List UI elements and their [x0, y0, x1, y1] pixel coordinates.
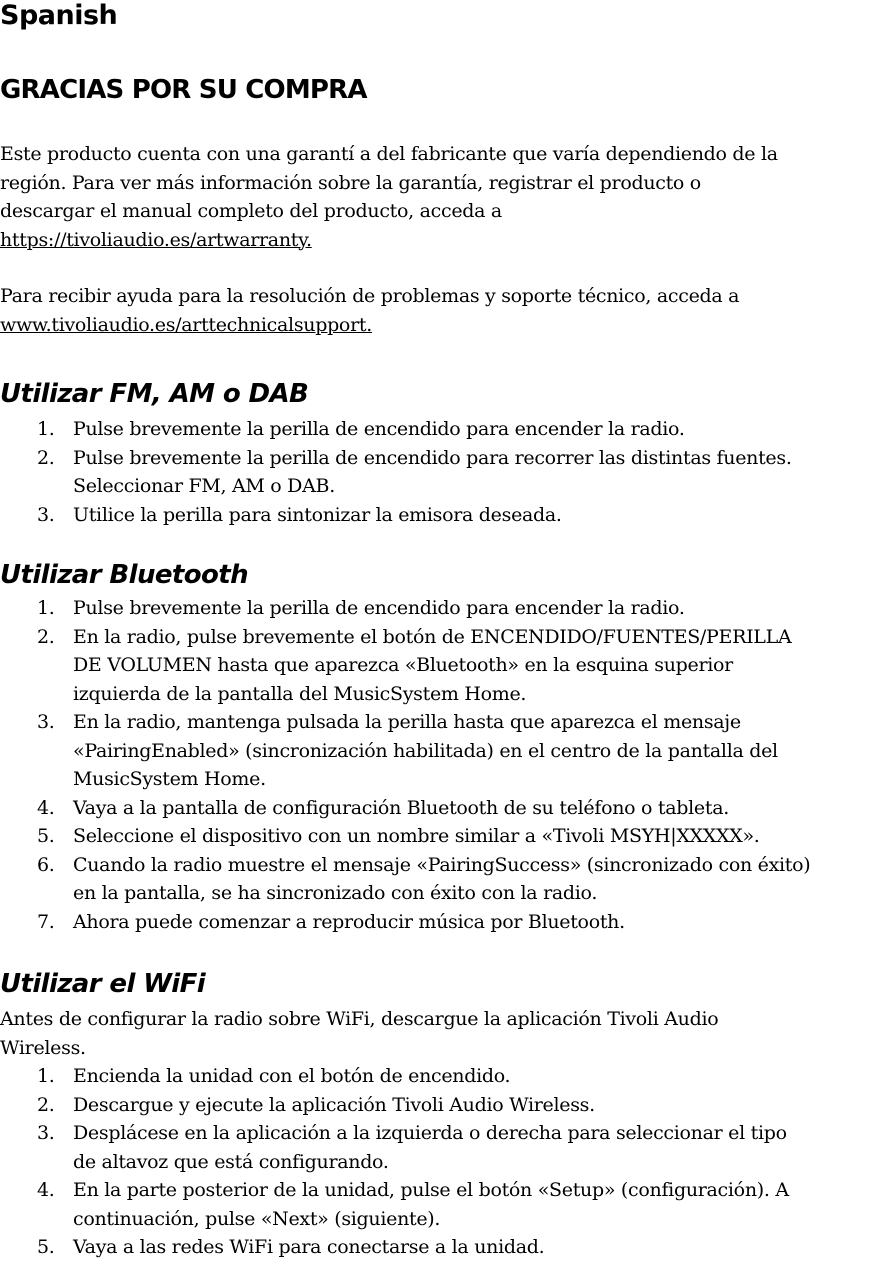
- step-text: Seleccione el dispositivo con un nombre similar a «Tivoli MSYH|XXXXX».: [73, 825, 760, 847]
- step-number: 1.: [37, 1065, 55, 1087]
- list-item: [0, 822, 890, 851]
- step-text: En la radio, pulse brevemente el botón de ENCENDIDO/FUENTES/PERILLA: [73, 625, 792, 648]
- step-text: en la pantalla, se ha sincronizado con éxito con la radio.: [73, 882, 598, 904]
- section-title-fm-am-dab: Utilizar FM, AM o DAB: [0, 379, 309, 409]
- list-item: [0, 415, 890, 444]
- list-item: [0, 1233, 890, 1262]
- step-text: Seleccionar FM, AM o DAB.: [73, 475, 335, 497]
- step-text: Pulse brevemente la perilla de encendido para encender la radio.: [73, 418, 685, 440]
- step-number: 2.: [37, 1093, 55, 1116]
- list-item: [0, 851, 890, 908]
- step-number: 1.: [37, 597, 55, 619]
- language-heading: Spanish: [0, 0, 118, 31]
- support-link[interactable]: www.tivoliaudio.es/arttechnicalsupport.: [0, 313, 372, 336]
- step-number: 2.: [37, 446, 55, 469]
- list-item: [0, 1176, 890, 1233]
- list-item: [0, 501, 890, 530]
- step-text: Vaya a la pantalla de configuración Bluetooth de su teléfono o tableta.: [73, 796, 729, 819]
- step-text: MusicSystem Home.: [73, 768, 266, 790]
- step-text: En la radio, mantenga pulsada la perilla hasta que aparezca el mensaje: [73, 711, 741, 733]
- fm-am-dab-steps: [0, 415, 890, 529]
- wifi-intro-paragraph: [0, 1005, 890, 1062]
- step-text: izquierda de la pantalla del MusicSystem Home.: [73, 682, 527, 705]
- list-item: [0, 1119, 890, 1176]
- step-text: de altavoz que está configurando.: [73, 1150, 389, 1173]
- wifi-steps: [0, 1062, 890, 1262]
- step-text: continuación, pulse «Next» (siguiente).: [73, 1207, 441, 1230]
- wifi-intro-line: Wireless.: [0, 1036, 86, 1059]
- list-item: [0, 444, 890, 501]
- warranty-line: región. Para ver más información sobre la garantía, registrar el producto o: [0, 171, 701, 194]
- step-number: 2.: [37, 625, 55, 648]
- list-item: [0, 1062, 890, 1091]
- step-number: 3.: [37, 1122, 55, 1144]
- step-text: Utilice la perilla para sintonizar la emisora deseada.: [73, 503, 562, 526]
- step-number: 4.: [37, 796, 55, 819]
- list-item: [0, 623, 890, 709]
- list-item: [0, 1091, 890, 1120]
- bluetooth-steps: [0, 594, 890, 936]
- list-item: [0, 708, 890, 794]
- step-number: 6.: [37, 853, 55, 876]
- step-text: Encienda la unidad con el botón de encendido.: [73, 1065, 511, 1087]
- step-text: «PairingEnabled» (sincronización habilitada) en el centro de la pantalla del: [73, 739, 778, 762]
- step-text: Descargue y ejecute la aplicación Tivoli Audio Wireless.: [73, 1093, 595, 1116]
- step-number: 1.: [37, 418, 55, 440]
- step-text: En la parte posterior de la unidad, pulse el botón «Setup» (configuración). A: [73, 1179, 789, 1201]
- warranty-line: descargar el manual completo del producto, acceda a: [0, 200, 502, 222]
- support-paragraph: [0, 282, 890, 339]
- step-text: Pulse brevemente la perilla de encendido para recorrer las distintas fuentes.: [73, 446, 792, 469]
- warranty-line: Este producto cuenta con una garantí a del fabricante que varía dependiendo de la: [0, 143, 778, 165]
- wifi-intro-line: Antes de configurar la radio sobre WiFi, descargue la aplicación Tivoli Audio: [0, 1008, 719, 1030]
- step-number: 3.: [37, 503, 55, 526]
- step-number: 3.: [37, 711, 55, 733]
- step-number: 5.: [37, 825, 55, 847]
- warranty-link[interactable]: https://tivoliaudio.es/artwarranty.: [0, 228, 312, 251]
- warranty-paragraph: [0, 140, 890, 254]
- list-item: [0, 794, 890, 823]
- section-title-wifi: Utilizar el WiFi: [0, 969, 206, 999]
- step-text: Cuando la radio muestre el mensaje «PairingSuccess» (sincronizado con éxito): [73, 853, 811, 876]
- step-text: Vaya a las redes WiFi para conectarse a la unidad.: [73, 1236, 545, 1258]
- step-text: Desplácese en la aplicación a la izquierda o derecha para seleccionar el tipo: [73, 1122, 787, 1144]
- step-text: DE VOLUMEN hasta que aparezca «Bluetooth» en la esquina superior: [73, 654, 733, 676]
- list-item: [0, 908, 890, 937]
- thank-you-heading: GRACIAS POR SU COMPRA: [0, 75, 367, 105]
- step-number: 4.: [37, 1179, 55, 1201]
- list-item: [0, 594, 890, 623]
- support-line: Para recibir ayuda para la resolución de problemas y soporte técnico, acceda a: [0, 285, 740, 307]
- step-number: 5.: [37, 1236, 55, 1258]
- step-text: Pulse brevemente la perilla de encendido para encender la radio.: [73, 597, 685, 619]
- step-text: Ahora puede comenzar a reproducir música por Bluetooth.: [73, 910, 625, 933]
- step-number: 7.: [37, 910, 55, 933]
- section-title-bluetooth: Utilizar Bluetooth: [0, 560, 248, 590]
